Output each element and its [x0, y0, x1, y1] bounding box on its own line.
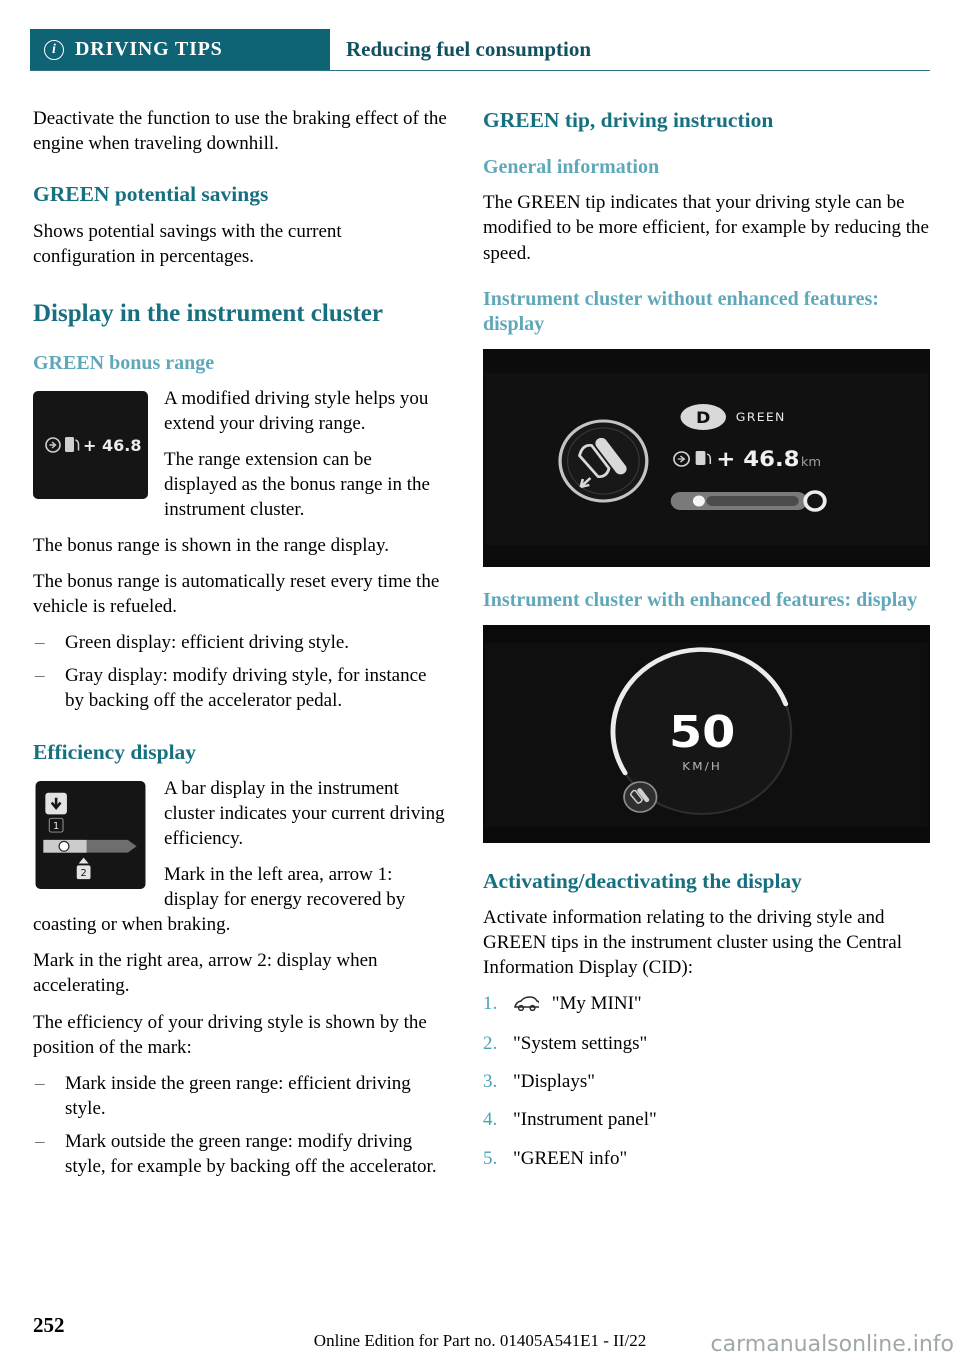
pedal-release-icon-small	[624, 782, 657, 812]
step	[483, 991, 930, 1018]
page-number: 252	[33, 1313, 65, 1338]
step-label: "GREEN info"	[513, 1147, 628, 1169]
paragraph-efficiency-1: Mark in the right area, arrow 2: display when accelerating.	[33, 950, 378, 997]
efficiency-caption-2: Mark in the left area, arrow 1: display for energy recovered by coasting or when braking.	[33, 864, 406, 936]
speed-value: 50	[668, 705, 736, 758]
content	[33, 106, 930, 1191]
efficiency-label-2: 2	[80, 868, 87, 880]
watermark: carmanualsonline.info	[710, 1331, 954, 1357]
right-column	[483, 106, 930, 1191]
section-title: Reducing fuel consumption	[346, 36, 592, 61]
list-item-text: Mark inside the green range: efficient driving style.	[65, 1072, 411, 1119]
paragraph-bonus-1: The bonus range is shown in the range display.	[33, 535, 389, 557]
step	[483, 1069, 930, 1094]
page-header	[30, 29, 930, 70]
edition-note: Online Edition for Part no. 01405A541E1 - II/22	[313, 1330, 647, 1350]
speed-unit: KM/H	[682, 759, 723, 773]
step-label: "Instrument panel"	[513, 1109, 657, 1131]
instrument-cluster-enhanced-image	[483, 625, 930, 843]
heading-cluster-with-enhanced: Instrument cluster with enhanced features: display	[483, 588, 918, 611]
heading-green-potential-savings: GREEN potential savings	[33, 182, 269, 207]
bonus-range-value: + 46.8	[716, 447, 800, 472]
car-icon	[513, 993, 539, 1018]
paragraph-green-tip: The GREEN tip indicates that your driving style can be modified to be more efficient, for example by reducing the speed.	[483, 192, 929, 264]
chapter-title: DRIVING TIPS	[75, 38, 223, 61]
step-number: 2.	[483, 1033, 498, 1055]
dash-bullet: –	[35, 665, 45, 687]
step-number: 5.	[483, 1147, 498, 1169]
list-item	[33, 1071, 448, 1121]
green-mode-label: GREEN	[735, 410, 786, 424]
paragraph-bonus-2: The bonus range is automatically reset every time the vehicle is refueled.	[33, 571, 440, 618]
list-item-text: Green display: efficient driving style.	[65, 632, 350, 654]
list-item	[33, 630, 448, 655]
chapter-tab	[30, 29, 330, 70]
heading-green-tip: GREEN tip, driving instruction	[483, 108, 774, 132]
step-number: 1.	[483, 993, 498, 1015]
instrument-cluster-basic-image	[483, 349, 930, 567]
step	[483, 1107, 930, 1132]
paragraph-green-potential: Shows potential savings with the current configuration in percentages.	[33, 220, 342, 267]
dash-bullet: –	[35, 632, 45, 654]
list-item	[33, 1129, 448, 1179]
step-number: 4.	[483, 1109, 498, 1131]
bonus-range-display-image	[33, 391, 148, 499]
left-column	[33, 106, 448, 1191]
efficiency-caption-1: A bar display in the instrument cluster indicates your current driving efficiency.	[164, 777, 445, 850]
efficiency-label-1: 1	[53, 821, 60, 833]
efficiency-display-image	[33, 781, 148, 889]
paragraph-activating: Activate information relating to the driving style and GREEN tips in the instrument cluster using the Central Information Display (CID):	[483, 906, 902, 979]
dash-bullet: –	[35, 1072, 45, 1094]
heading-cluster-without-enhanced: Instrument cluster without enhanced features: display	[483, 287, 879, 335]
step	[483, 1031, 930, 1056]
paragraph-intro: Deactivate the function to use the braking effect of the engine when traveling downhill.	[33, 108, 447, 155]
heading-display-in-instrument-cluster: Display in the instrument cluster	[33, 299, 383, 327]
heading-general-information: General information	[483, 156, 660, 179]
gear-indicator: D	[696, 408, 711, 427]
heading-efficiency-display: Efficiency display	[33, 739, 197, 764]
step-label: "System settings"	[513, 1033, 648, 1055]
dash-bullet: –	[35, 1130, 45, 1152]
bonus-range-unit: km	[800, 454, 822, 469]
cid-steps	[483, 991, 930, 1170]
list-item	[33, 663, 448, 713]
heading-activating-display: Activating/deactivating the display	[483, 868, 802, 893]
step-label: "My MINI"	[551, 993, 642, 1015]
step	[483, 1146, 930, 1171]
efficiency-slider	[671, 492, 825, 510]
step-label: "Displays"	[513, 1071, 596, 1093]
efficiency-bar	[43, 840, 136, 853]
list-item-text: Gray display: modify driving style, for instance by backing off the accelerator pedal.	[65, 665, 427, 712]
info-icon: i	[44, 40, 64, 60]
arrow-down-icon	[45, 793, 67, 815]
header-divider	[30, 70, 930, 71]
bonus-caption-2: The range extension can be displayed as the bonus range in the instrument cluster.	[164, 448, 430, 520]
list-item-text: Mark outside the green range: modify driving style, for example by backing off the accelerator.	[65, 1130, 437, 1177]
bonus-caption-1: A modified driving style helps you extend your driving range.	[164, 387, 429, 434]
bonus-range-list	[33, 630, 448, 713]
heading-green-bonus-range: GREEN bonus range	[33, 351, 215, 374]
efficiency-list	[33, 1071, 448, 1179]
paragraph-efficiency-2: The efficiency of your driving style is shown by the position of the mark:	[33, 1011, 427, 1058]
bonus-range-value: + 46.8	[83, 435, 142, 455]
step-number: 3.	[483, 1071, 498, 1093]
